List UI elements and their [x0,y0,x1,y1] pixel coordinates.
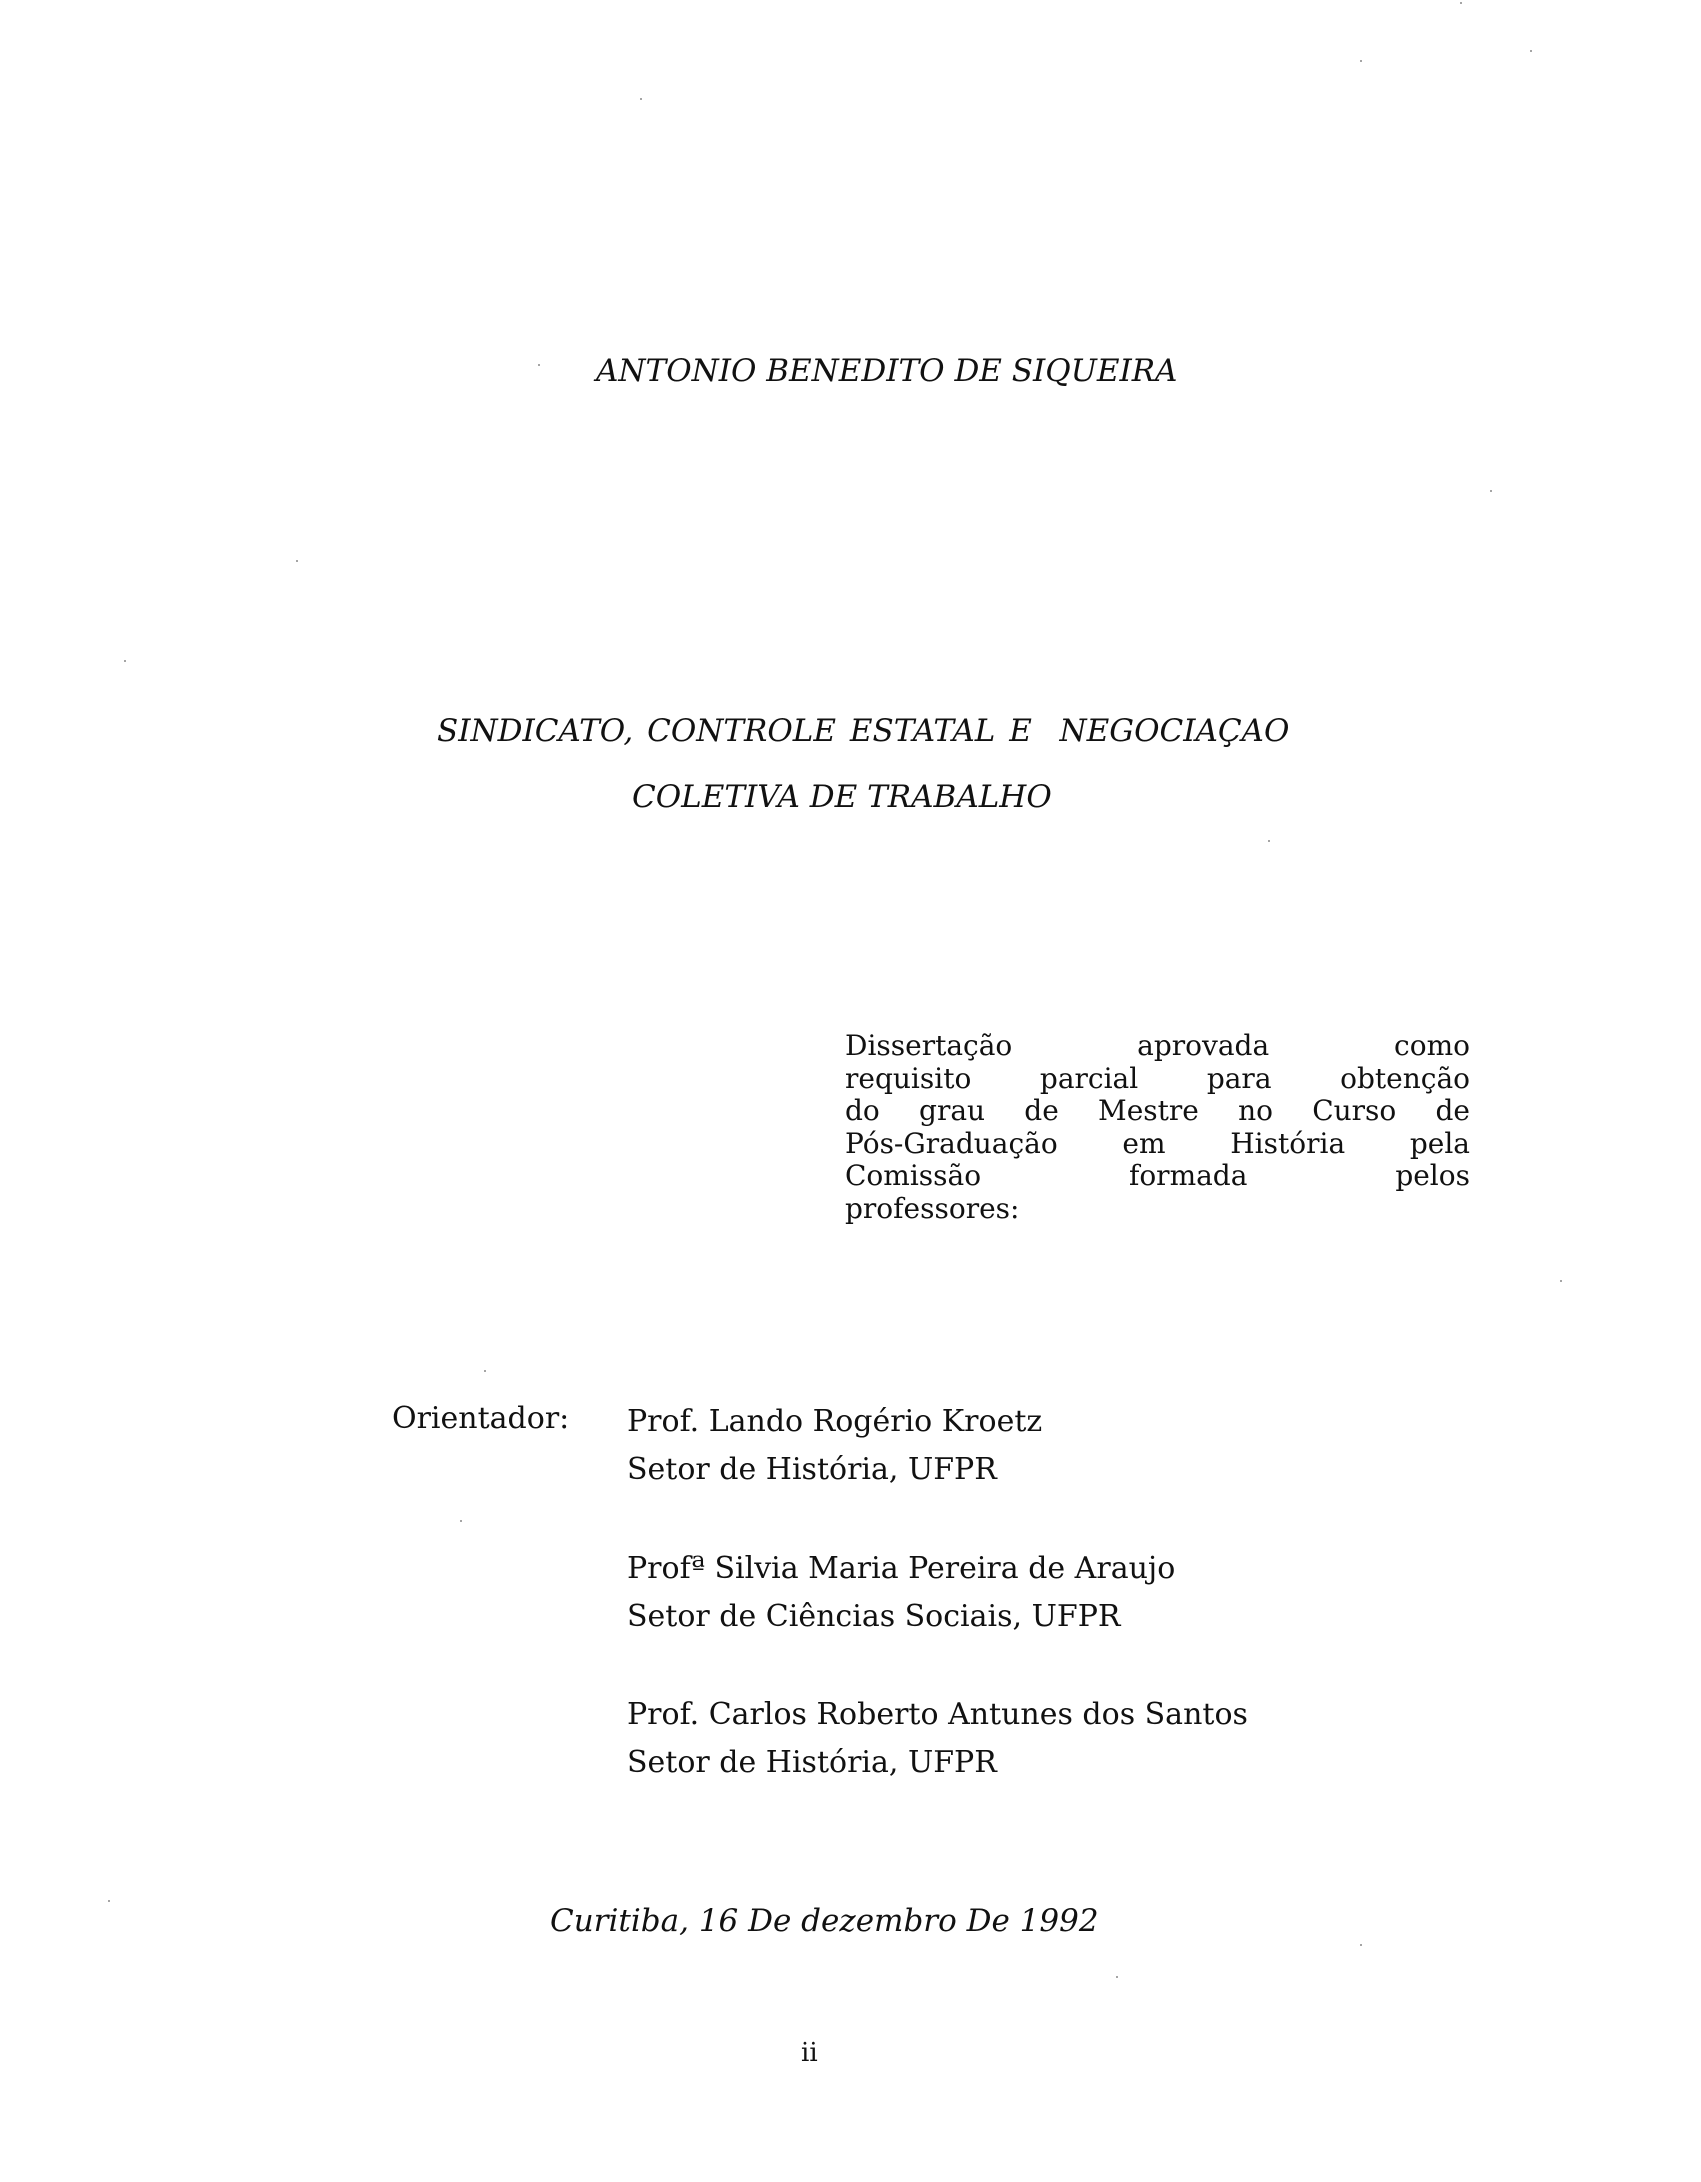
scan-speck [1490,490,1492,492]
scan-speck [296,560,298,562]
dissertation-title-line-1: SINDICATO, CONTROLE ESTATAL E NEGOCIAÇAO [437,713,1290,749]
scan-speck [1360,1944,1362,1946]
approval-line: requisito parcial para obtenção [845,1061,1470,1095]
approval-line: Pós-Graduação em História pela [845,1126,1470,1160]
scan-speck [124,660,126,662]
scan-speck [460,1520,462,1522]
scan-speck [1268,840,1270,842]
scan-speck [1560,1280,1562,1282]
approval-line: Comissão formada pelos [845,1159,1470,1192]
member-name: Prof. Lando Rogério Kroetz [627,1404,1043,1439]
scan-speck [1460,2,1462,4]
scan-speck [1360,60,1362,62]
scan-speck [108,1900,110,1902]
member-affiliation: Setor de Ciências Sociais, UFPR [627,1599,1121,1634]
approval-statement [845,1030,1470,1225]
member-affiliation: Setor de História, UFPR [627,1452,997,1487]
place-and-date: Curitiba, 16 De dezembro De 1992 [550,1903,1099,1939]
committee-member [627,1398,1042,1494]
scan-speck [1530,50,1532,52]
committee-member [627,1545,1175,1641]
member-affiliation: Setor de História, UFPR [627,1745,997,1780]
page-number: ii [801,2038,818,2068]
approval-line: do grau de Mestre no Curso de [845,1094,1470,1127]
member-name: Prof. Carlos Roberto Antunes dos Santos [627,1697,1248,1732]
scan-speck [640,98,642,100]
author-name: ANTONIO BENEDITO DE SIQUEIRA [596,353,1178,389]
member-name: Profª Silvia Maria Pereira de Araujo [627,1551,1176,1586]
committee-member [627,1691,1248,1787]
scan-speck [538,364,540,366]
approval-line: Dissertação aprovada como [845,1029,1470,1062]
scan-speck [484,1370,486,1372]
orientador-label: Orientador: [392,1401,570,1436]
approval-line: professores: [845,1191,1020,1225]
scan-speck [1116,1976,1118,1978]
dissertation-title-line-2: COLETIVA DE TRABALHO [632,779,1052,815]
